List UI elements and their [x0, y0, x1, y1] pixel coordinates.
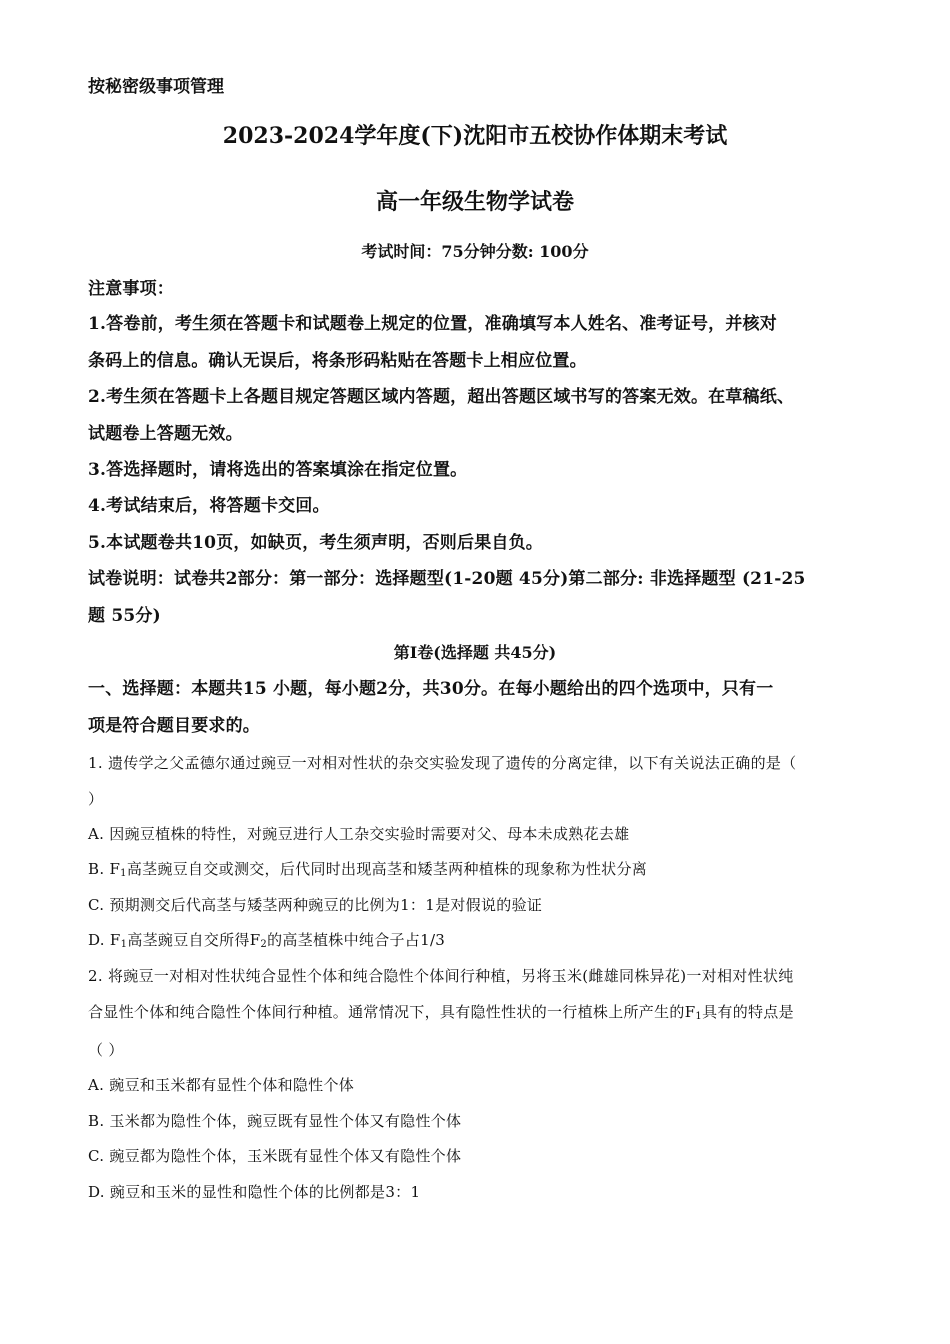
- notice-item-5: 5.本试题卷共10页，如缺页，考生须声明，否则后果自负。: [88, 533, 544, 553]
- notice-item-1-line-1: 1.答卷前，考生须在答题卡和试题卷上规定的位置，准确填写本人姓名、准考证号，并核对: [88, 314, 777, 334]
- q1-stem-line-2: ）: [88, 790, 104, 808]
- notice-item-4: 4.考试结束后，将答题卡交回。: [88, 496, 330, 516]
- q1-option-d: [88, 930, 445, 950]
- q2-option-c: C. 豌豆都为隐性个体，玉米既有显性个体又有隐性个体: [88, 1147, 462, 1165]
- exam-title: 2023-2024学年度(下)沈阳市五校协作体期末考试: [222, 123, 728, 149]
- q1-option-b: [88, 859, 647, 879]
- notice-heading: 注意事项：: [88, 279, 174, 299]
- notice-item-2-line-2: 试题卷上答题无效。: [88, 424, 243, 444]
- q2-stem-line-2-pre: 合显性个体和纯合隐性个体间行种植。通常情况下，具有隐性性状的一行植株上所产生的F: [88, 1003, 696, 1021]
- q1-option-d-sub1: 1: [120, 939, 128, 950]
- q2-stem-line-2-sub: 1: [695, 1011, 703, 1022]
- q2-option-d: D. 豌豆和玉米的显性和隐性个体的比例都是3：1: [88, 1183, 421, 1201]
- q1-option-b-pre: B. F: [88, 860, 121, 878]
- exam-description-line-1: 试卷说明：试卷共2部分：第一部分：选择题型(1-20题 45分)第二部分: 非选择题型 (21-25: [88, 569, 806, 589]
- q2-stem-line-1: 2. 将豌豆一对相对性状纯合显性个体和纯合隐性个体间行种植，另将玉米(雌雄同株异花)一对相对性状纯: [88, 967, 794, 985]
- notice-item-3: 3.答选择题时，请将选出的答案填涂在指定位置。: [88, 460, 468, 480]
- q1-option-b-post: 高茎豌豆自交或测交，后代同时出现高茎和矮茎两种植株的现象称为性状分离: [126, 860, 648, 878]
- notice-item-1-line-2: 条码上的信息。确认无误后，将条形码粘贴在答题卡上相应位置。: [88, 351, 587, 371]
- q1-option-d-pre: D. F: [88, 931, 121, 949]
- q1-option-c: C. 预期测交后代高茎与矮茎两种豌豆的比例为1：1是对假说的验证: [88, 896, 543, 914]
- q1-option-b-sub: 1: [120, 868, 127, 879]
- section-instruction-line-1: 一、选择题：本题共15 小题，每小题2分，共30分。在每小题给出的四个选项中，只有一: [88, 679, 774, 699]
- q2-stem-line-3: （ ）: [88, 1041, 124, 1059]
- q2-option-b: B. 玉米都为隐性个体，豌豆既有显性个体又有隐性个体: [88, 1112, 462, 1130]
- q1-stem-line-1: 1. 遗传学之父孟德尔通过豌豆一对相对性状的杂交实验发现了遗传的分离定律，以下有关说法正确的是（: [88, 754, 797, 772]
- exam-description-line-2: 题 55分): [88, 606, 161, 626]
- section-instruction-line-2: 项是符合题目要求的。: [88, 716, 260, 736]
- volume-heading: 第Ⅰ卷(选择题 共45分): [393, 643, 557, 662]
- exam-subtitle: 高一年级生物学试卷: [375, 189, 574, 215]
- q1-option-d-mid: 高茎豌豆自交所得F: [127, 931, 261, 949]
- exam-meta: 考试时间：75分钟分数: 100分: [361, 242, 589, 261]
- confidential-label: 按秘密级事项管理: [88, 77, 224, 97]
- notice-item-2-line-1: 2.考生须在答题卡上各题目规定答题区域内答题，超出答题区域书写的答案无效。在草稿纸、: [88, 387, 795, 407]
- q1-option-d-sub2: 2: [260, 939, 268, 950]
- q2-option-a: A. 豌豆和玉米都有显性个体和隐性个体: [88, 1076, 355, 1094]
- q2-stem-line-2: [88, 1002, 794, 1022]
- q1-option-a: A. 因豌豆植株的特性，对豌豆进行人工杂交实验时需要对父、母本未成熟花去雄: [88, 825, 630, 843]
- q1-option-d-post: 的高茎植株中纯合子占1/3: [267, 931, 446, 949]
- q2-stem-line-2-post: 具有的特点是: [702, 1003, 794, 1021]
